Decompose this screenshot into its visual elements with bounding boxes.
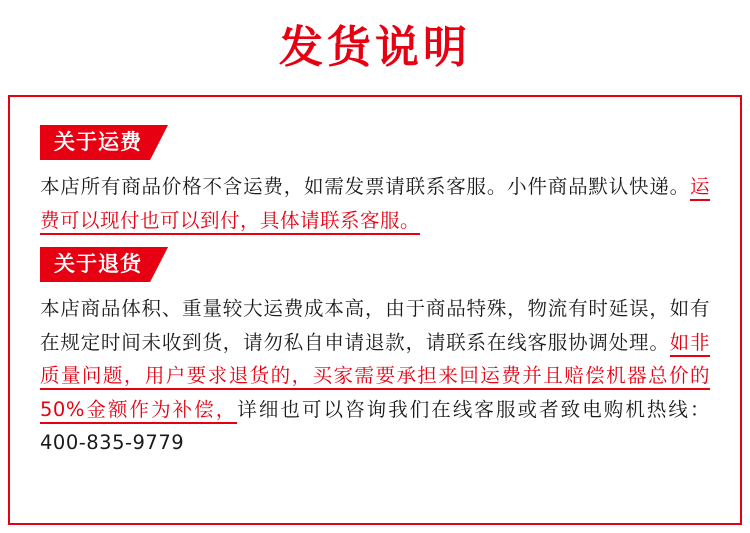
shipping-fee-text-plain: 本店所有商品价格不含运费，如需发票请联系客服。小件商品默认快递。 [40, 175, 690, 199]
return-text-plain-1: 本店商品体积、重量较大运费成本高，由于商品特殊，物流有时延误，如有在规定时间未收到货，请勿私自申请退款，请联系在线客服协调处理。 [40, 297, 710, 354]
return-text-plain-2: 详细也可以咨询我们在线客服或者致电购机热线： [237, 397, 710, 421]
return-text-highlight: 如非质量问题，用户要求退货的，买家需要承担来回运费并且赔偿机器总价的50%金额作为补偿， [40, 331, 710, 424]
section-return-policy-tag-wrap [40, 247, 710, 282]
section-return-policy-tag: 关于退货 [40, 247, 168, 282]
shipping-fee-text-highlight: 运费可以现付也可以到付，具体请联系客服。 [40, 175, 710, 235]
section-shipping-fee [40, 125, 710, 237]
section-return-policy-body [40, 292, 710, 460]
hotline-number: 400-835-9779 [40, 431, 185, 455]
content-frame [8, 95, 742, 525]
page-title: 发货说明 [279, 22, 471, 73]
section-shipping-fee-body [40, 170, 710, 237]
section-shipping-fee-tag-wrap [40, 125, 710, 160]
section-shipping-fee-tag: 关于运费 [40, 125, 168, 160]
section-return-policy [40, 247, 710, 460]
